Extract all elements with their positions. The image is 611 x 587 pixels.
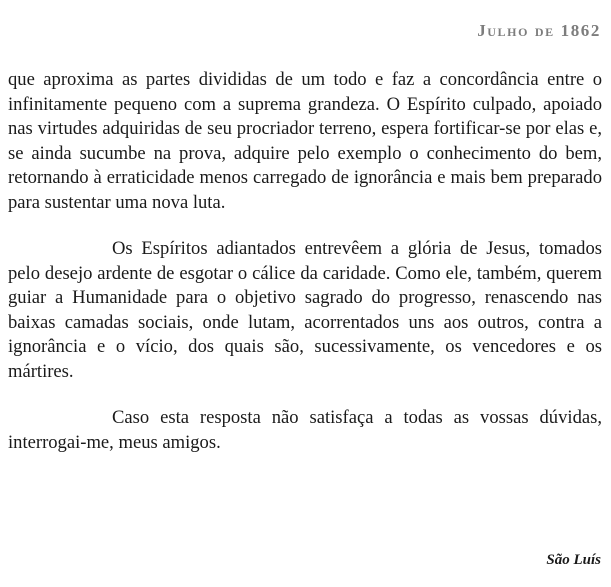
body-text: [8, 68, 602, 477]
running-header: Julho de 1862: [477, 21, 601, 40]
paragraph-closing: Caso esta resposta não satisfaça a todas as vossas dúvidas, interrogai-me, meus amigos.: [8, 407, 602, 453]
paragraph-advanced-spirits: Os Espíritos adiantados entrevêem a glória de Jesus, tomados pelo desejo ardente de esgotar o cálice da caridade. Como ele, também, querem guiar a Humanidade para o objetivo sagrado do progresso, renascendo nas baixas camadas sociais, onde lutam, acorrentados uns aos outros, contra a ignorância e o vício, dos quais são, sucessivamente, os vencedores e os mártires.: [8, 238, 602, 382]
signature: São Luís: [546, 552, 601, 568]
paragraph-continuation: que aproxima as partes divididas de um todo e faz a concordância entre o infinitamente pequeno com a suprema grandeza. O Espírito culpado, apoiado nas virtudes adquiridas de seu procriador terreno, espera fortificar-se por elas e, se ainda sucumbe na prova, adquire pelo exemplo o conhecimento do bem, retornando à erraticidade menos carregado de ignorância e mais bem preparado para sustentar uma nova luta.: [8, 69, 602, 213]
